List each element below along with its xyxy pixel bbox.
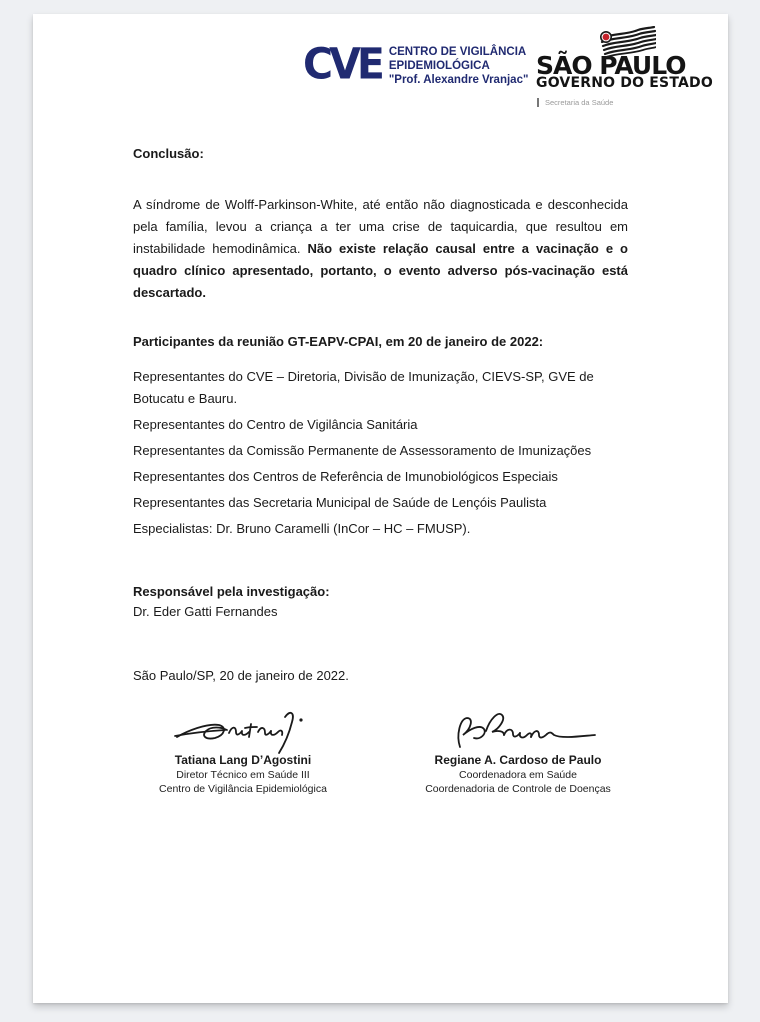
signer-name: Regiane A. Cardoso de Paulo — [434, 753, 602, 767]
letterhead — [33, 14, 728, 130]
list-item: Representantes do Centro de Vigilância Sanitária — [133, 417, 418, 432]
sao-paulo-flag-icon — [598, 26, 656, 58]
signature-row — [133, 707, 628, 796]
dateline: São Paulo/SP, 20 de janeiro de 2022. — [133, 668, 349, 683]
list-item: Representantes do CVE – Diretoria, Divisão de Imunização, CIEVS-SP, GVE de Botucatu e Bauru. — [133, 369, 594, 406]
cve-logo-text — [389, 44, 529, 87]
signature-block-tatiana — [133, 707, 353, 796]
cve-logo-line3: "Prof. Alexandre Vranjac" — [388, 74, 529, 86]
conclusion-text-regular: A síndrome de Wolff-Parkinson-White, até então não diagnosticada e desconhecida pela família, levou a criança a ter uma crise de taquicardia, que resultou em instabilidade hemodinâmica. — [133, 197, 628, 256]
list-item: Representantes da Comissão Permanente de Assessoramento de Imunizações — [133, 443, 592, 458]
list-item: Especialistas: Dr. Bruno Caramelli (InCor – HC – FMUSP). — [133, 521, 471, 536]
signature-block-regiane — [408, 707, 628, 796]
signer-org: Centro de Vigilância Epidemiológica — [159, 783, 327, 795]
signer-title: Diretor Técnico em Saúde III — [176, 769, 310, 781]
conclusion-heading: Conclusão: — [133, 146, 204, 161]
conclusion-paragraph — [133, 194, 628, 304]
signature-tatiana-icon — [173, 707, 313, 755]
investigator-name: Dr. Eder Gatti Fernandes — [133, 604, 278, 619]
investigator-heading: Responsável pela investigação: — [133, 584, 330, 599]
participants-heading: Participantes da reunião GT-EAPV-CPAI, em 20 de janeiro de 2022: — [133, 334, 544, 349]
cve-logo-line2: EPIDEMIOLÓGICA — [388, 60, 490, 72]
sp-logo-department: Secretaria da Saúde — [537, 98, 708, 107]
participants-list — [133, 366, 628, 540]
list-item: Representantes dos Centros de Referência de Imunobiológicos Especiais — [133, 469, 558, 484]
sp-logo-subtitle: GOVERNO DO ESTADO — [536, 75, 713, 91]
cve-logo-line1: CENTRO DE VIGILÂNCIA — [388, 46, 527, 58]
signer-name: Tatiana Lang D’Agostini — [174, 753, 312, 767]
cve-logo — [303, 39, 529, 89]
list-item: Representantes das Secretaria Municipal de Saúde de Lençóis Paulista — [133, 495, 547, 510]
signer-org: Coordenadoria de Controle de Doenças — [425, 783, 611, 795]
letter-body — [33, 146, 728, 796]
signer-title: Coordenadora em Saúde — [459, 769, 577, 781]
sao-paulo-government-logo — [536, 26, 713, 107]
document-page — [33, 14, 728, 1003]
conclusion-text-bold: Não existe relação causal entre a vacinação e o quadro clínico apresentado, portanto, o evento adverso pós-vacinação está descartado. — [133, 241, 628, 300]
cve-logo-acronym: CVE — [303, 39, 381, 89]
sp-logo-title: SÃO PAULO — [536, 51, 686, 80]
signature-regiane-icon — [438, 707, 598, 755]
